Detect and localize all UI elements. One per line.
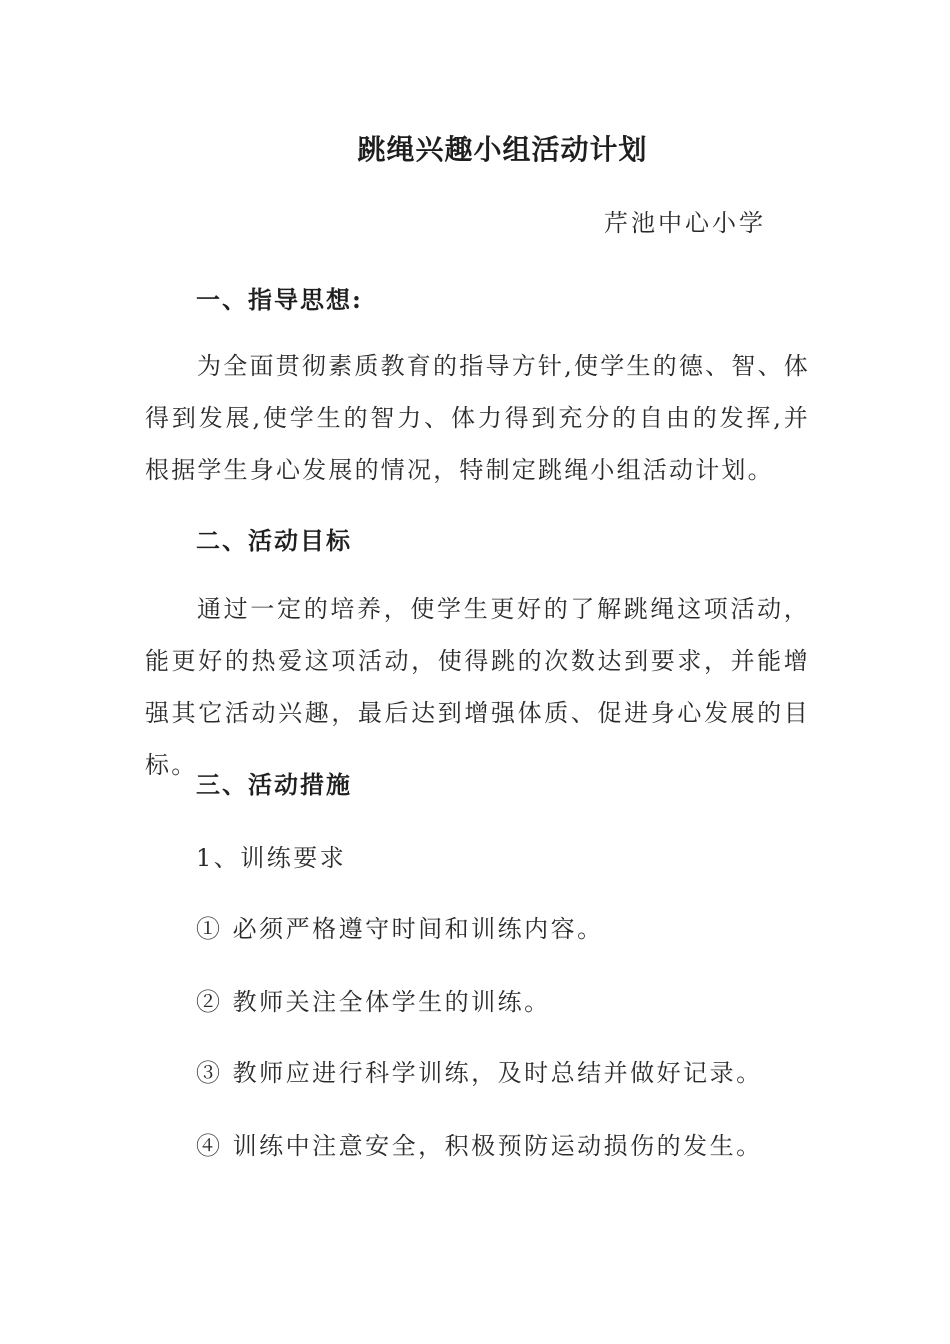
section-heading-guiding-ideology: 一、指导思想: — [196, 285, 363, 314]
list-item: ② 教师关注全体学生的训练。 — [196, 988, 551, 1016]
list-item: ① 必须严格遵守时间和训练内容。 — [196, 915, 604, 943]
document-author: 芹池中心小学 — [604, 209, 766, 237]
section-paragraph-guiding-ideology: 为全面贯彻素质教育的指导方针,使学生的德、智、体得到发展,使学生的智力、体力得到充分的自由的发挥,并根据学生身心发展的情况，特制定跳绳小组活动计划。 — [145, 352, 810, 484]
section-paragraph-activity-goals: 通过一定的培养，使学生更好的了解跳绳这项活动，能更好的热爱这项活动，使得跳的次数达到要求，并能增强其它活动兴趣，最后达到增强体质、促进身心发展的目标。 — [145, 595, 810, 779]
document-title: 跳绳兴趣小组活动计划 — [357, 133, 648, 166]
section-heading-activity-measures: 三、活动措施 — [196, 770, 352, 799]
section-heading-activity-goals: 二、活动目标 — [196, 526, 352, 555]
list-item: ④ 训练中注意安全，积极预防运动损伤的发生。 — [196, 1132, 763, 1160]
training-requirements-subheading: 1、训练要求 — [196, 844, 347, 872]
list-item: ③ 教师应进行科学训练，及时总结并做好记录。 — [196, 1059, 763, 1087]
